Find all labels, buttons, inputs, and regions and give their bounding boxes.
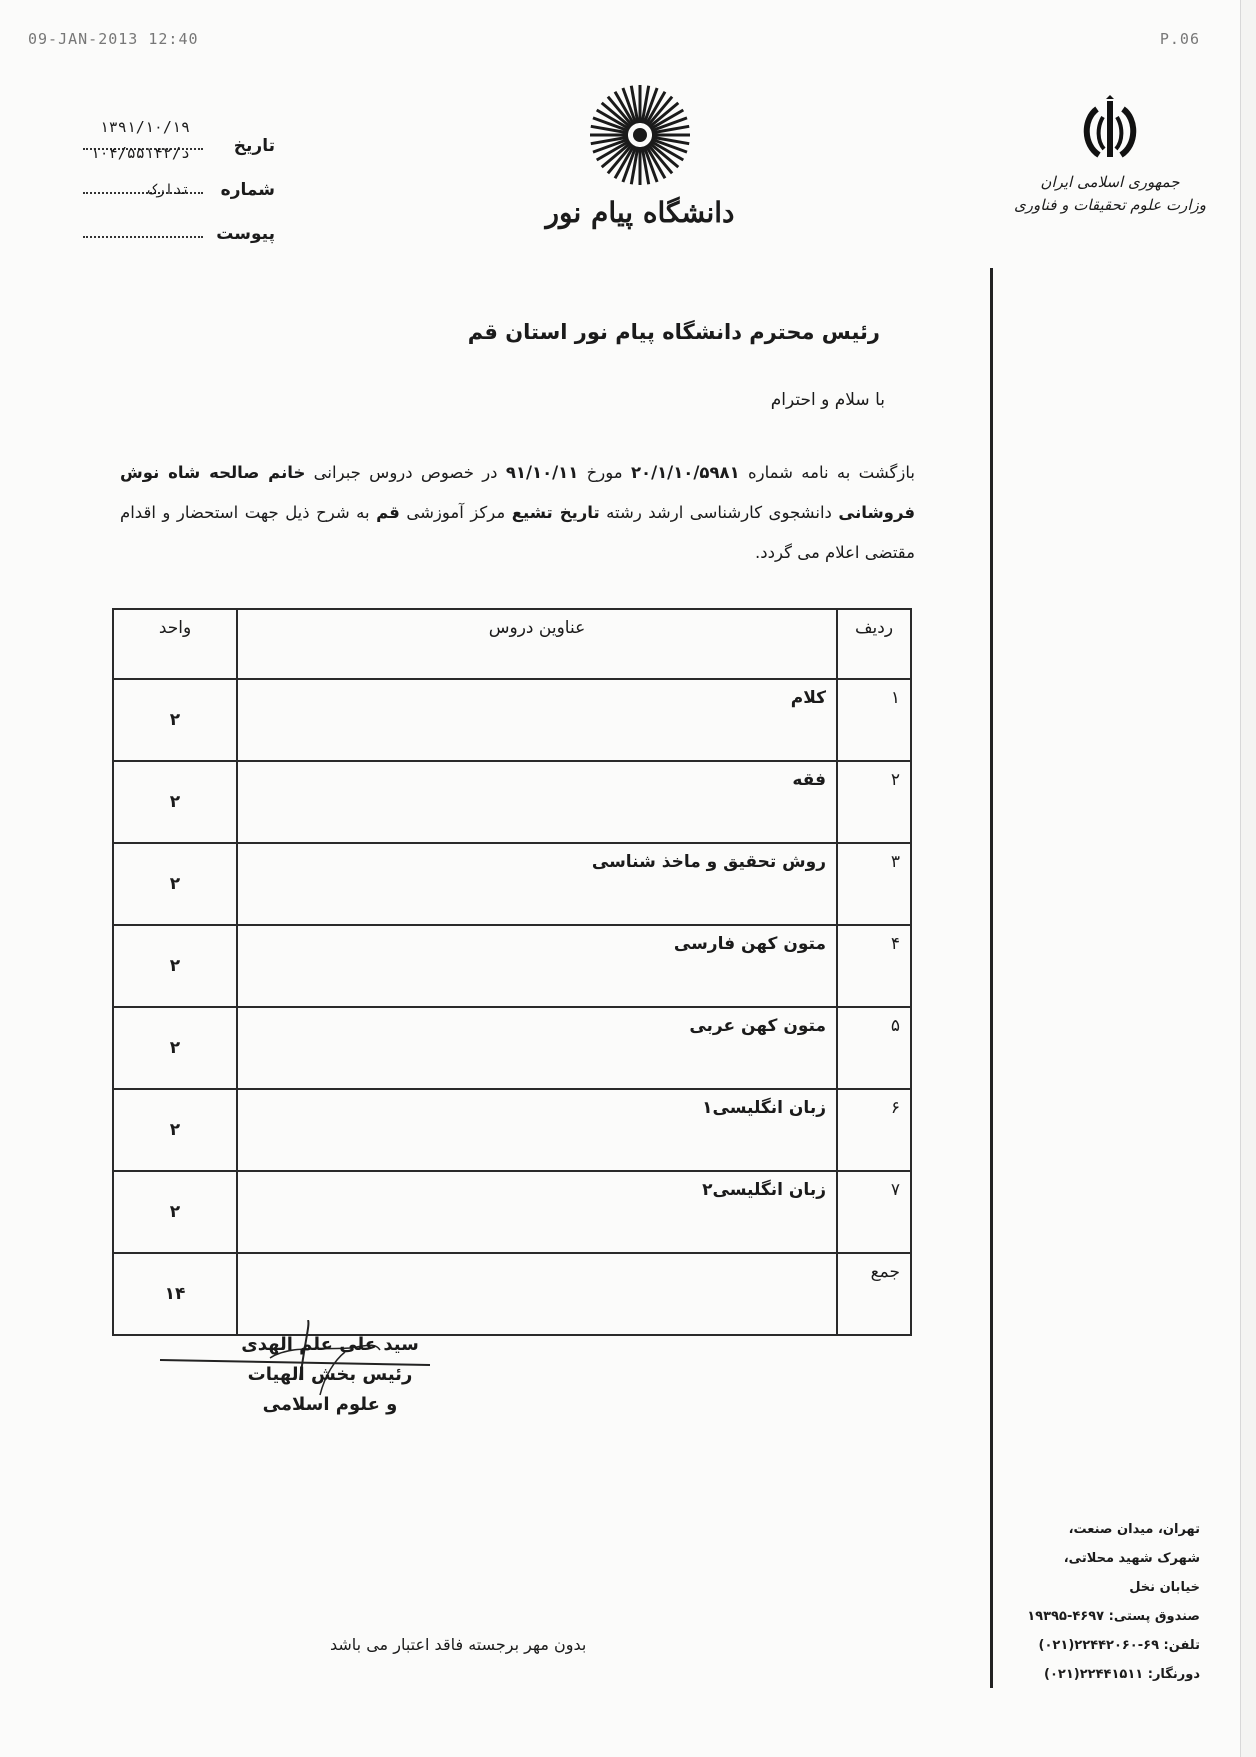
footer-note: بدون مهر برجسته فاقد اعتبار می باشد (330, 1635, 587, 1654)
signature-block (180, 1330, 480, 1420)
meta-attachment (55, 216, 285, 260)
address-block (1000, 1515, 1200, 1689)
fax-datetime: 09-JAN-2013 12:40 (28, 30, 199, 48)
body-text: بازگشت به نامه شماره (739, 463, 915, 482)
table-row (113, 1089, 911, 1171)
signatory-dept: و علوم اسلامی (262, 1394, 398, 1415)
number-sub: تدارک (147, 182, 190, 198)
course-units: ۲ (113, 761, 237, 843)
row-number: ۲ (837, 761, 911, 843)
sunburst-logo-icon (585, 80, 695, 190)
row-number: ۳ (837, 843, 911, 925)
course-units: ۲ (113, 1089, 237, 1171)
course-title: متون کهن فارسی (237, 925, 837, 1007)
number-label: شماره (220, 180, 275, 200)
ministry-line1: جمهوری اسلامی ایران (1040, 173, 1180, 191)
course-units: ۲ (113, 1007, 237, 1089)
center-name: قم (376, 503, 400, 522)
ref-date: ۹۱/۱۰/۱۱ (505, 463, 579, 482)
row-number: ۴ (837, 925, 911, 1007)
row-number: ۷ (837, 1171, 911, 1253)
ref-number: ۲۰/۱/۱۰/۵۹۸۱ (630, 463, 740, 482)
signatory-name: سید علی علم الهدی (241, 1334, 419, 1355)
course-units: ۲ (113, 925, 237, 1007)
margin-rule (990, 268, 993, 1688)
course-units: ۲ (113, 843, 237, 925)
body-text: دانشجوی کارشناسی ارشد رشته (599, 503, 839, 522)
addressee: رئیس محترم دانشگاه پیام نور استان قم (467, 320, 880, 344)
address-line: خیابان نخل (1129, 1580, 1200, 1595)
header-course-title: عناوین دروس (237, 609, 837, 679)
postal-box: صندوق پستی: ۴۶۹۷-۱۹۳۹۵ (1027, 1609, 1200, 1624)
address-line: شهرک شهید محلاتی، (1063, 1551, 1200, 1566)
letter-body (120, 453, 915, 573)
attachment-label: پیوست (216, 224, 275, 244)
total-label: جمع (837, 1253, 911, 1335)
iran-emblem-icon (1075, 95, 1145, 167)
field-name: تاریخ تشیع (511, 503, 600, 522)
number-value: ۱۰۴/۵۵۱۴۲/د (90, 144, 190, 162)
courses-table (112, 608, 912, 1336)
university-logo (540, 80, 740, 229)
table-row (113, 1007, 911, 1089)
date-value: ۱۳۹۱/۱۰/۱۹ (99, 118, 190, 136)
table-row (113, 761, 911, 843)
date-label: تاریخ (233, 136, 275, 156)
fax-page: P.06 (1159, 30, 1200, 48)
course-units: ۲ (113, 1171, 237, 1253)
header-units: واحد (113, 609, 237, 679)
course-title: روش تحقیق و ماخذ شناسی (237, 843, 837, 925)
ministry-block (1010, 95, 1210, 217)
course-title: زبان انگلیسی۱ (237, 1089, 837, 1171)
row-number: ۱ (837, 679, 911, 761)
table-row (113, 843, 911, 925)
course-title: متون کهن عربی (237, 1007, 837, 1089)
ministry-line2: وزارت علوم تحقیقات و فناوری (1013, 196, 1207, 214)
address-line: تهران، میدان صنعت، (1068, 1522, 1200, 1537)
fax-number: دورنگار: ۲۲۴۴۱۵۱۱(۰۲۱) (1044, 1667, 1200, 1682)
university-name: دانشگاه پیام نور (545, 196, 735, 229)
letter-meta (55, 118, 285, 260)
body-text: به شرح ذیل جهت استحضار و اقدام مقتضی اعلام می گردد. (120, 503, 915, 562)
course-title: زبان انگلیسی۲ (237, 1171, 837, 1253)
course-title: کلام (237, 679, 837, 761)
header-row-number: ردیف (837, 609, 911, 679)
row-number: ۵ (837, 1007, 911, 1089)
student-name: خانم صالحه شاه نوش فروشانی (120, 463, 916, 522)
body-text: مورخ (578, 463, 631, 482)
salutation: با سلام و احترام (770, 390, 885, 410)
signatory-title: رئیس بخش الهیات (247, 1364, 413, 1385)
body-text: مرکز آموزشی (399, 503, 512, 522)
phone: تلفن: ۶۹-۲۲۴۴۲۰۶۰(۰۲۱) (1038, 1638, 1200, 1653)
table-row (113, 1171, 911, 1253)
fax-header (28, 30, 1200, 52)
table-header-row (113, 609, 911, 679)
row-number: ۶ (837, 1089, 911, 1171)
table-row (113, 925, 911, 1007)
table-row (113, 679, 911, 761)
course-units: ۲ (113, 679, 237, 761)
total-units: ۱۴ (113, 1253, 237, 1335)
course-title: فقه (237, 761, 837, 843)
body-text: در خصوص دروس جبرانی (305, 463, 506, 482)
